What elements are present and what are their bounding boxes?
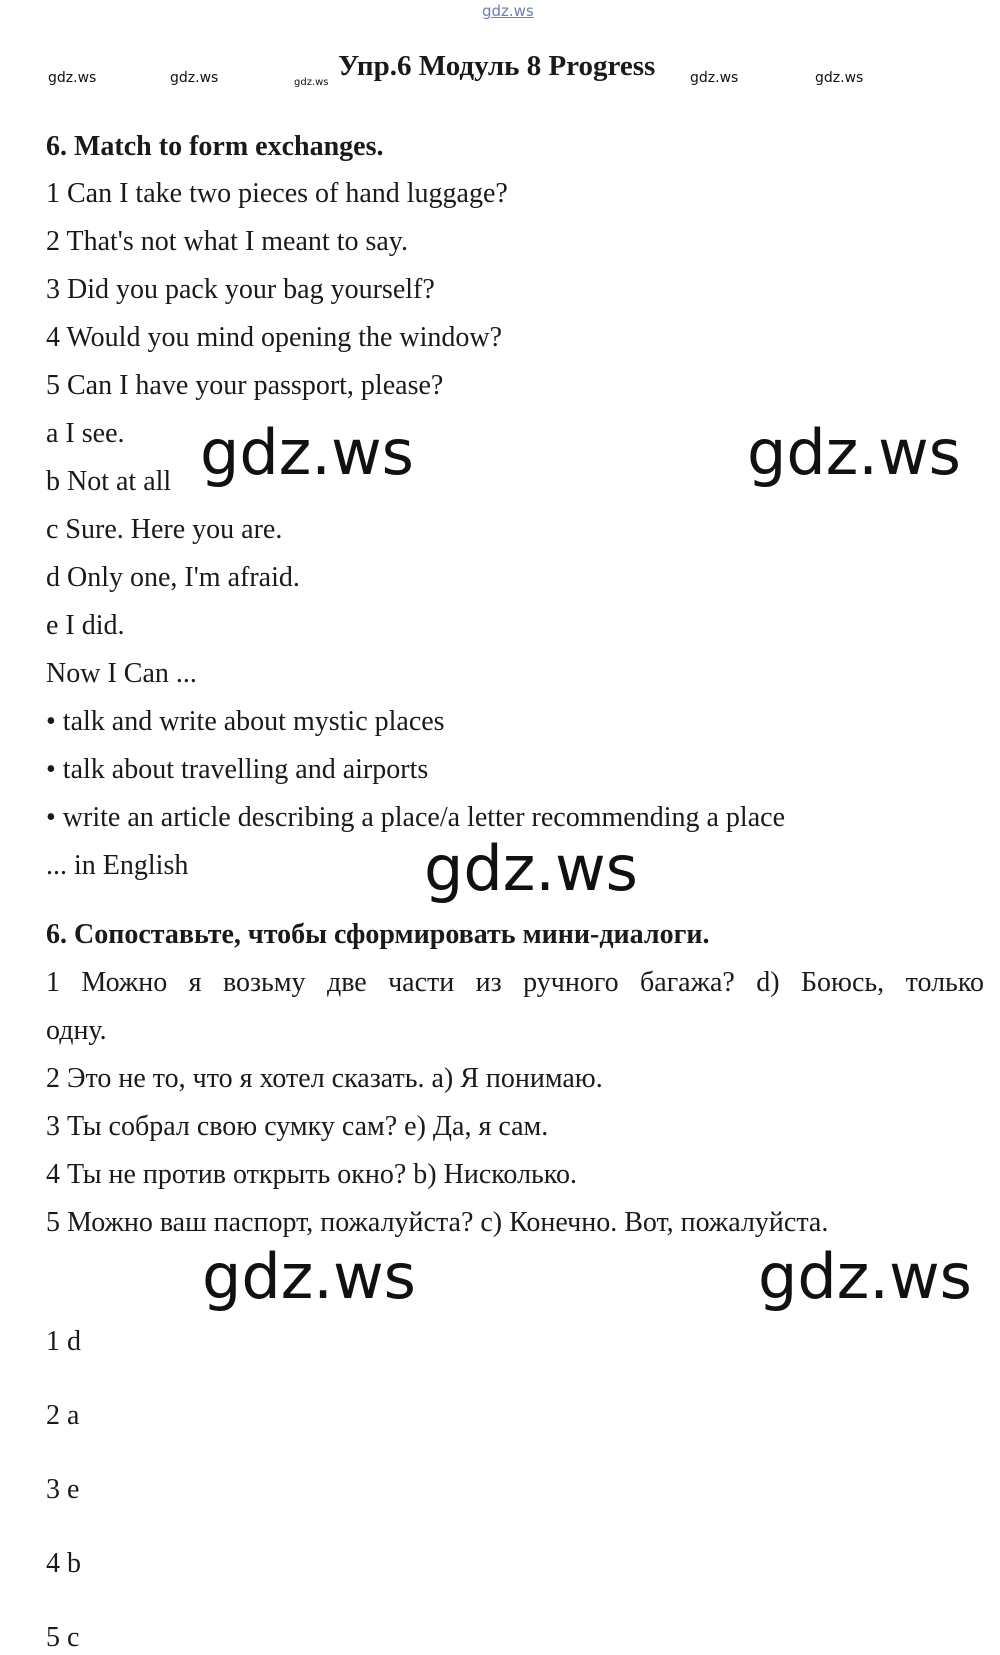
- question-line: 5 Can I have your passport, please?: [46, 370, 444, 401]
- watermark: gdz.ws: [758, 1240, 972, 1313]
- now-i-can-outro: ... in English: [46, 850, 189, 881]
- now-i-can-item: • talk about travelling and airports: [46, 754, 429, 785]
- question-line: 1 Can I take two pieces of hand luggage?: [46, 178, 508, 209]
- answer-line: d Only one, I'm afraid.: [46, 562, 300, 593]
- header-watermark: gdz.ws: [48, 70, 97, 86]
- header-watermark: gdz.ws: [690, 70, 739, 86]
- ru-line: 5 Можно ваш паспорт, пожалуйста? c) Конечно. Вот, пожалуйста.: [46, 1207, 829, 1238]
- question-line: 3 Did you pack your bag yourself?: [46, 274, 435, 305]
- top-watermark: gdz.ws: [482, 2, 534, 20]
- task-en-heading: 6. Match to form exchanges.: [46, 131, 384, 162]
- key-line: 5 c: [46, 1622, 80, 1653]
- question-line: 2 That's not what I meant to say.: [46, 226, 408, 257]
- header-watermark: gdz.ws: [170, 70, 219, 86]
- task-ru-heading: 6. Сопоставьте, чтобы сформировать мини-диалоги.: [46, 919, 710, 950]
- ru-line: 2 Это не то, что я хотел сказать. a) Я понимаю.: [46, 1063, 603, 1094]
- answer-line: a I see.: [46, 418, 125, 449]
- answer-line: b Not at all: [46, 466, 172, 497]
- key-line: 2 a: [46, 1400, 80, 1431]
- watermark: gdz.ws: [202, 1240, 416, 1313]
- now-i-can-intro: Now I Can ...: [46, 658, 197, 689]
- ru-line: одну.: [46, 1015, 107, 1046]
- watermark: gdz.ws: [200, 416, 414, 489]
- ru-line: 1 Можно я возьму две части из ручного багажа? d) Боюсь, только: [46, 967, 984, 998]
- header-watermark: gdz.ws: [815, 70, 864, 86]
- now-i-can-item: • talk and write about mystic places: [46, 706, 445, 737]
- watermark: gdz.ws: [424, 832, 638, 905]
- watermark: gdz.ws: [747, 416, 961, 489]
- question-line: 4 Would you mind opening the window?: [46, 322, 503, 353]
- key-line: 4 b: [46, 1548, 81, 1579]
- answer-line: e I did.: [46, 610, 125, 641]
- ru-line: 3 Ты собрал свою сумку сам? e) Да, я сам.: [46, 1111, 549, 1142]
- key-line: 1 d: [46, 1326, 81, 1357]
- ru-line: 4 Ты не против открыть окно? b) Нисколько.: [46, 1159, 577, 1190]
- answer-line: c Sure. Here you are.: [46, 514, 283, 545]
- page-title: Упр.6 Модуль 8 Progress: [338, 50, 656, 82]
- header-watermark: gdz.ws: [294, 77, 329, 88]
- now-i-can-item: • write an article describing a place/a letter recommending a place: [46, 802, 785, 833]
- key-line: 3 e: [46, 1474, 80, 1505]
